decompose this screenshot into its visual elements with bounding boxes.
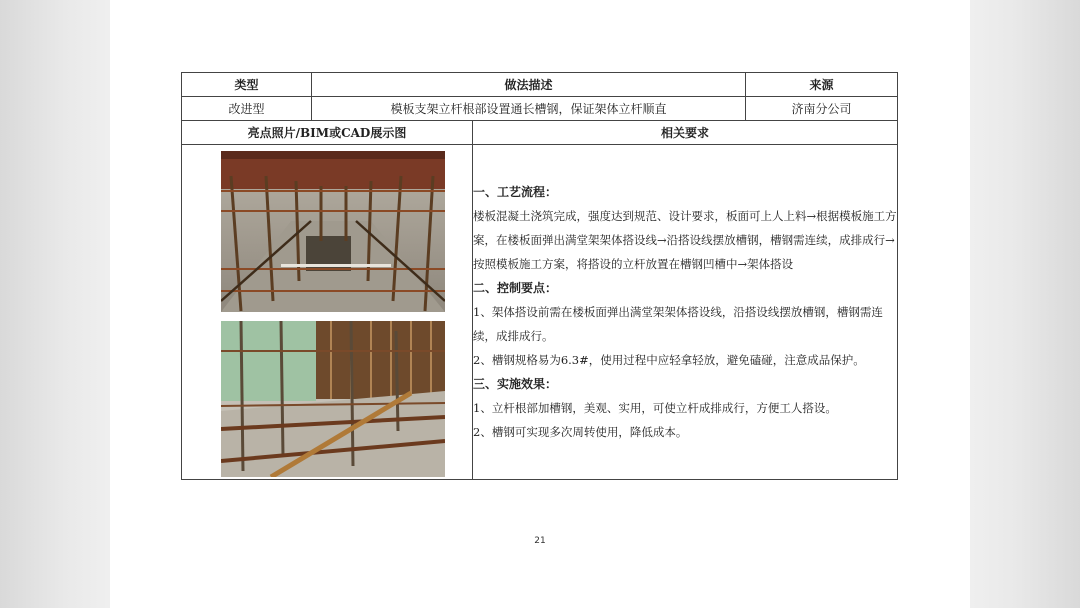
type-header: 类型 bbox=[182, 73, 312, 97]
page-number: 21 bbox=[534, 536, 546, 546]
section-effect-item-2: 2、槽钢可实现多次周转使用，降低成本。 bbox=[473, 425, 688, 439]
section-control-item-1: 1、架体搭设前需在楼板面弹出满堂架架体搭设线，沿搭设线摆放槽钢，槽钢需连续，成排成行。 bbox=[473, 305, 883, 343]
highlight-table bbox=[181, 72, 898, 480]
header-row bbox=[182, 73, 898, 97]
method-value: 模板支架立杆根部设置通长槽钢，保证架体立杆顺直 bbox=[312, 97, 746, 121]
method-header: 做法描述 bbox=[312, 73, 746, 97]
photo-cell bbox=[182, 145, 473, 480]
section-process-text: 楼板混凝土浇筑完成，强度达到规范、设计要求，板面可上人上料→根据模板施工方案，在楼板面弹出满堂架架体搭设线→沿搭设线摆放槽钢，槽钢需连续，成排成行→按照模板施工方案，将搭设的立杆放置在槽钢凹槽中→架体搭设 bbox=[473, 209, 897, 271]
section-control-item-2: 2、槽钢规格易为6.3#，使用过程中应轻拿轻放，避免磕碰，注意成品保护。 bbox=[473, 353, 865, 367]
source-value: 济南分公司 bbox=[746, 97, 898, 121]
document-page bbox=[110, 0, 970, 608]
type-value: 改进型 bbox=[182, 97, 312, 121]
section-effect-title: 三、实施效果： bbox=[473, 377, 558, 391]
source-header: 来源 bbox=[746, 73, 898, 97]
section-effect-item-1: 1、立杆根部加槽钢，美观、实用，可使立杆成排成行，方便工人搭设。 bbox=[473, 401, 837, 415]
scaffold-photo-1 bbox=[221, 151, 445, 312]
section-control-title: 二、控制要点： bbox=[473, 281, 558, 295]
section-header-row bbox=[182, 121, 898, 145]
section-process-title: 一、工艺流程： bbox=[473, 185, 558, 199]
requirements-header: 相关要求 bbox=[473, 121, 898, 145]
content-row bbox=[182, 145, 898, 480]
scaffold-photo-2 bbox=[221, 321, 445, 477]
requirements-cell bbox=[473, 145, 898, 480]
value-row bbox=[182, 97, 898, 121]
photo-header: 亮点照片/BIM或CAD展示图 bbox=[182, 121, 473, 145]
